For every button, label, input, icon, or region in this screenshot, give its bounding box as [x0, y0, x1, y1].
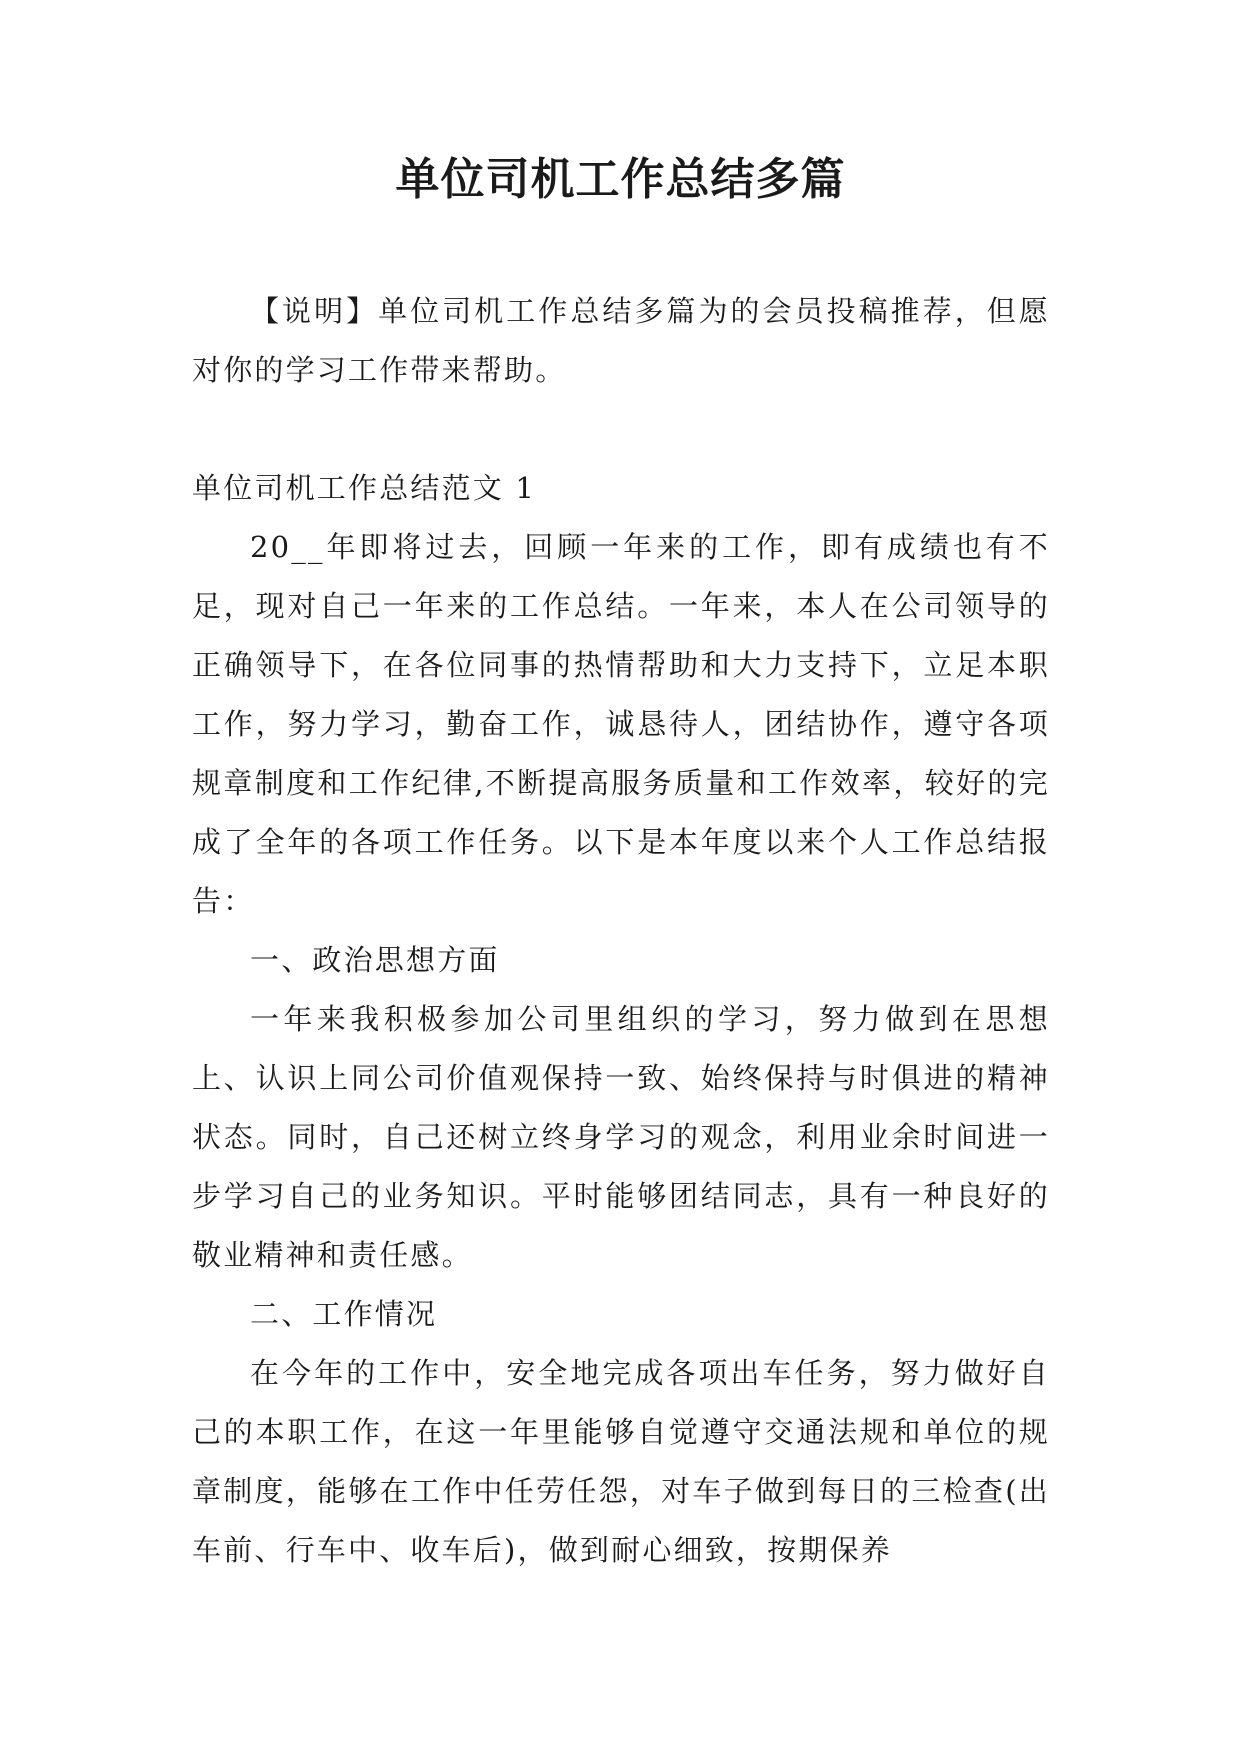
- subheading-work: 二、工作情况: [250, 1297, 438, 1331]
- intro-paragraph: 【说明】单位司机工作总结多篇为的会员投稿推荐，但愿对你的学习工作带来帮助。: [192, 294, 1050, 387]
- paragraph-work: 在今年的工作中，安全地完成各项出车任务，努力做好自己的本职工作，在这一年里能够自觉遵守交通法规和单位的规章制度，能够在工作中任劳任怨，对车子做到每日的三检查(出车前、行车中、收车后)，做到耐心细致，按期保养: [192, 1356, 1050, 1567]
- subheading-politics: 一、政治思想方面: [250, 943, 500, 977]
- paragraph-opening: 20__年即将过去，回顾一年来的工作，即有成绩也有不足，现对自己一年来的工作总结。一年来，本人在公司领导的正确领导下，在各位同事的热情帮助和大力支持下，立足本职工作，努力学习，勤奋工作，诚恳待人，团结协作，遵守各项规章制度和工作纪律,不断提高服务质量和工作效率，较好的完成了全年的各项工作任务。以下是本年度以来个人工作总结报告：: [192, 530, 1050, 918]
- section-heading: 单位司机工作总结范文 1: [192, 471, 537, 505]
- document-body: [192, 282, 1050, 1580]
- spacer: [192, 400, 1050, 459]
- document-title: 单位司机工作总结多篇: [395, 154, 846, 205]
- paragraph-politics: 一年来我积极参加公司里组织的学习，努力做到在思想上、认识上同公司价值观保持一致、始终保持与时俱进的精神状态。同时，自己还树立终身学习的观念，利用业余时间进一步学习自己的业务知识。平时能够团结同志，具有一种良好的敬业精神和责任感。: [192, 1002, 1050, 1272]
